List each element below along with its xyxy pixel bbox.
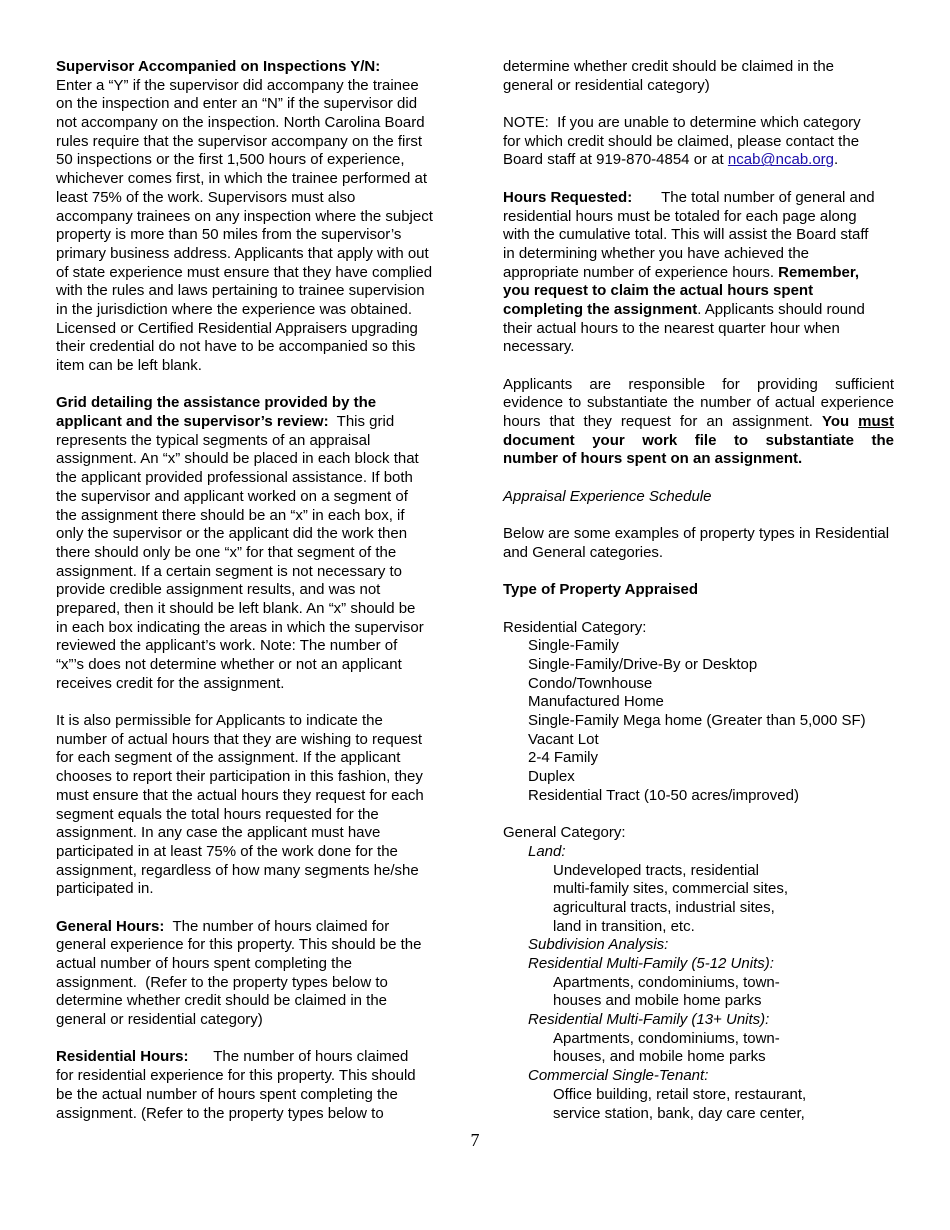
text-line: [503, 712, 894, 731]
text: Residential Tract (10-50 acres/improved): [528, 786, 799, 804]
text-line: “x”’s does not determine whether or not an applicant: [56, 656, 402, 673]
text-line: [56, 413, 442, 432]
text-line: [503, 450, 894, 469]
text-line: general or residential category): [503, 76, 710, 94]
italic-text: Appraisal Experience Schedule: [503, 487, 712, 505]
text-line: the assignment there should be an “x” in each box, if: [56, 506, 405, 524]
text-line: not accompany on the inspection. North Carolina Board: [56, 114, 425, 132]
text: The number of hours claimed: [188, 1048, 409, 1066]
underlined-text: must: [858, 413, 894, 431]
text: land in transition, etc.: [553, 917, 695, 935]
text-line: [503, 768, 894, 787]
text-line: actual number of hours spent completing the: [56, 955, 353, 972]
text-line: general experience for this property. This should be the: [56, 936, 422, 954]
text-line: represents the typical segments of an appraisal: [56, 431, 371, 449]
text-line: segment equals the total hours requested for the: [56, 805, 379, 823]
bold-text: you request to claim the actual hours spent: [503, 282, 814, 300]
text-line: [503, 1030, 894, 1049]
text: Undeveloped tracts, residential: [553, 861, 759, 879]
right-column: [503, 58, 894, 1142]
text-line: Licensed or Certified Residential Appraisers upgrading: [56, 319, 418, 337]
text-line: [503, 376, 894, 395]
text-line: in the jurisdiction where the experience was obtained.: [56, 300, 413, 318]
text-line: [503, 992, 894, 1011]
text-line: [503, 282, 894, 301]
text: Applicants are responsible for providing sufficient: [503, 375, 894, 393]
text-line: for which credit should be claimed, please contact the: [503, 132, 860, 150]
text: Condo/Townhouse: [528, 674, 653, 692]
text: Duplex: [528, 768, 575, 786]
text-line: and General categories.: [503, 543, 664, 561]
text-line: [503, 432, 894, 451]
text-line: least 75% of the work. Supervisors must also: [56, 188, 356, 206]
text-line: [503, 693, 894, 712]
email-link[interactable]: ncab@ncab.org: [727, 151, 835, 169]
left-column: [56, 58, 442, 1142]
text: The number of hours claimed for: [164, 917, 390, 935]
text: Manufactured Home: [528, 693, 664, 711]
bold-text: Supervisor Accompanied on Inspections Y/N:: [56, 58, 381, 75]
permissible-hours-section: [56, 712, 442, 899]
text-line: assignment, regardless of how many segments he/she: [56, 861, 419, 879]
text-line: [503, 1067, 894, 1086]
type-heading: [503, 581, 894, 600]
text-line: in each box indicating the areas in which the supervisor: [56, 618, 424, 636]
bold-text: Residential Hours:: [56, 1048, 189, 1066]
text: agricultural tracts, industrial sites,: [553, 898, 775, 916]
italic-text: Land:: [528, 842, 566, 860]
text-line: Residential Category:: [503, 618, 647, 636]
text-line: be the actual number of hours spent completing the: [56, 1085, 398, 1103]
text-line: must ensure that the actual hours they request for each: [56, 786, 424, 804]
text-line: [503, 936, 894, 955]
text: .: [834, 151, 839, 169]
text-line: [503, 918, 894, 937]
text: houses, and mobile home parks: [553, 1048, 766, 1066]
text-line: [503, 394, 894, 413]
text-line: [503, 787, 894, 806]
italic-text: Subdivision Analysis:: [528, 936, 669, 954]
text-line: assignment. In any case the applicant must have: [56, 824, 381, 842]
text-line: of state experience must ensure that they have complied: [56, 263, 433, 281]
bold-text: Remember,: [778, 263, 860, 281]
text: Apartments, condominiums, town-: [553, 1029, 780, 1047]
text-line: [503, 656, 894, 675]
text-line: [503, 581, 894, 600]
text-line: there should only be one “x” for that segment of the: [56, 543, 397, 561]
bold-text: General Hours:: [56, 917, 165, 935]
text-line: on the inspection and enter an “N” if the supervisor did: [56, 95, 418, 113]
text: Office building, retail store, restaurant,: [553, 1085, 807, 1103]
text: Vacant Lot: [528, 730, 599, 748]
text-line: [503, 899, 894, 918]
text-line: [503, 862, 894, 881]
text-line: [503, 675, 894, 694]
general-hours-section: [56, 918, 442, 1030]
text-line: general or residential category): [56, 1011, 263, 1029]
text-line: [56, 1048, 442, 1067]
text-line: [503, 264, 894, 283]
text-line: NOTE: If you are unable to determine which category: [503, 114, 861, 132]
text-line: 50 inspections or the first 1,500 hours of experience,: [56, 151, 405, 169]
text-line: only the supervisor or the applicant did the work then: [56, 525, 408, 543]
text: hours that they request for an assignment.: [503, 413, 822, 431]
general-category-list: [503, 824, 894, 1123]
text-line: [503, 1086, 894, 1105]
bold-text: You: [821, 413, 859, 431]
bold-text: document your work file to substantiate the: [503, 431, 894, 449]
text-line: [56, 58, 442, 77]
bold-text: applicant and the supervisor’s review:: [56, 413, 329, 431]
text: evidence to substantiate the number of actual experience: [503, 394, 894, 412]
supervisor-accompanied-section: [56, 58, 442, 376]
text: Board staff at 919-870-4854 or at: [503, 151, 728, 169]
text: Single-Family: [528, 637, 619, 655]
text-line: [503, 955, 894, 974]
text: . Applicants should round: [697, 300, 865, 318]
text-line: [503, 1105, 894, 1124]
text-line: [503, 880, 894, 899]
italic-text: Commercial Single-Tenant:: [528, 1067, 709, 1085]
text: The total number of general and: [632, 188, 875, 206]
text-line: [503, 1048, 894, 1067]
text-line: necessary.: [503, 338, 575, 356]
italic-text: Residential Multi-Family (13+ Units):: [528, 1011, 770, 1029]
text-line: General Category:: [503, 824, 626, 842]
text-line: item can be left blank.: [56, 357, 202, 374]
text-line: property is more than 50 miles from the supervisor’s: [56, 226, 402, 244]
text-line: accompany trainees on any inspection where the subject: [56, 207, 433, 225]
schedule-heading: [503, 488, 894, 507]
text-line: receives credit for the assignment.: [56, 674, 285, 692]
text-line: for residential experience for this property. This should: [56, 1067, 416, 1085]
text-line: number of actual hours that they are wishing to request: [56, 730, 423, 748]
text: multi-family sites, commercial sites,: [553, 880, 789, 898]
text-line: chooses to report their participation in this fashion, they: [56, 768, 423, 786]
text-line: with the rules and laws pertaining to trainee supervision: [56, 282, 425, 300]
text-line: [56, 394, 442, 413]
text-line: [503, 1011, 894, 1030]
page-number: 7: [470, 1130, 480, 1150]
text-line: [503, 301, 894, 320]
text-line: [503, 189, 894, 208]
bold-text: Grid detailing the assistance provided by the: [56, 394, 377, 412]
text: Single-Family/Drive-By or Desktop: [528, 656, 758, 673]
text-line: residential hours must be totaled for each page along: [503, 207, 857, 225]
text-line: whichever comes first, in which the trainee performed at: [56, 170, 427, 188]
bold-text: completing the assignment: [503, 300, 698, 318]
text: Single-Family Mega home (Greater than 5,000 SF): [528, 712, 866, 730]
text-line: prepared, then it should be left blank. An “x” should be: [56, 599, 416, 617]
text-line: Enter a “Y” if the supervisor did accompany the trainee: [56, 76, 419, 94]
text-line: [503, 749, 894, 768]
text: service station, bank, day care center,: [553, 1104, 805, 1122]
text-line: assignment. If a certain segment is not necessary to: [56, 562, 403, 580]
text-line: determine whether credit should be claimed in the: [56, 992, 388, 1010]
text-line: primary business address. Applicants that apply with out: [56, 244, 429, 262]
text-line: with the cumulative total. This will assist the Board staff: [503, 226, 869, 244]
text-line: their actual hours to the nearest quarter hour when: [503, 319, 840, 337]
text-line: reviewed the applicant’s work. Note: The number of: [56, 637, 398, 655]
text-line: [56, 918, 442, 937]
text-line: [503, 413, 894, 432]
text-line: [503, 488, 894, 507]
text-line: participated in.: [56, 880, 154, 898]
italic-text: Residential Multi-Family (5-12 Units):: [528, 955, 774, 972]
text-line: assignment. (Refer to the property types below to: [56, 1104, 384, 1122]
text-line: determine whether credit should be claimed in the: [503, 58, 835, 75]
text-line: their credential do not have to be accompanied so this: [56, 338, 416, 356]
residential-hours-continued: [503, 58, 894, 95]
text-line: provide credible assignment results, and was not: [56, 581, 381, 599]
text: houses and mobile home parks: [553, 992, 762, 1010]
text-line: [503, 731, 894, 750]
bold-text: Hours Requested:: [503, 188, 633, 206]
residential-category-list: [503, 619, 894, 806]
text: This grid: [328, 413, 395, 431]
text-line: in determining whether you have achieved the: [503, 244, 810, 262]
text-line: assignment. An “x” should be placed in each block that: [56, 450, 419, 468]
text: Apartments, condominiums, town-: [553, 973, 780, 991]
text-line: [503, 637, 894, 656]
note-section: [503, 114, 894, 170]
bold-text: Type of Property Appraised: [503, 581, 699, 599]
text-line: [503, 151, 894, 170]
text-line: participated in at least 75% of the work done for the: [56, 842, 398, 860]
hours-requested-section: [503, 189, 894, 357]
examples-intro: [503, 525, 894, 562]
grid-detailing-section: [56, 394, 442, 693]
text: appropriate number of experience hours.: [503, 263, 779, 281]
text-line: Below are some examples of property types in Residential: [503, 525, 890, 543]
text-line: rules require that the supervisor accompany on the first: [56, 132, 423, 150]
text-line: assignment. (Refer to the property types below to: [56, 973, 388, 991]
text-line: the supervisor and applicant worked on a segment of: [56, 487, 408, 505]
text-line: [503, 974, 894, 993]
text-line: It is also permissible for Applicants to indicate the: [56, 712, 383, 730]
text-line: for each segment of the assignment. If the applicant: [56, 749, 401, 767]
bold-text: number of hours spent on an assignment.: [503, 450, 803, 468]
text-line: [503, 843, 894, 862]
residential-hours-section: [56, 1048, 442, 1123]
text: 2-4 Family: [528, 749, 599, 767]
evidence-section: [503, 376, 894, 469]
text-line: the applicant provided professional assistance. If both: [56, 469, 413, 487]
